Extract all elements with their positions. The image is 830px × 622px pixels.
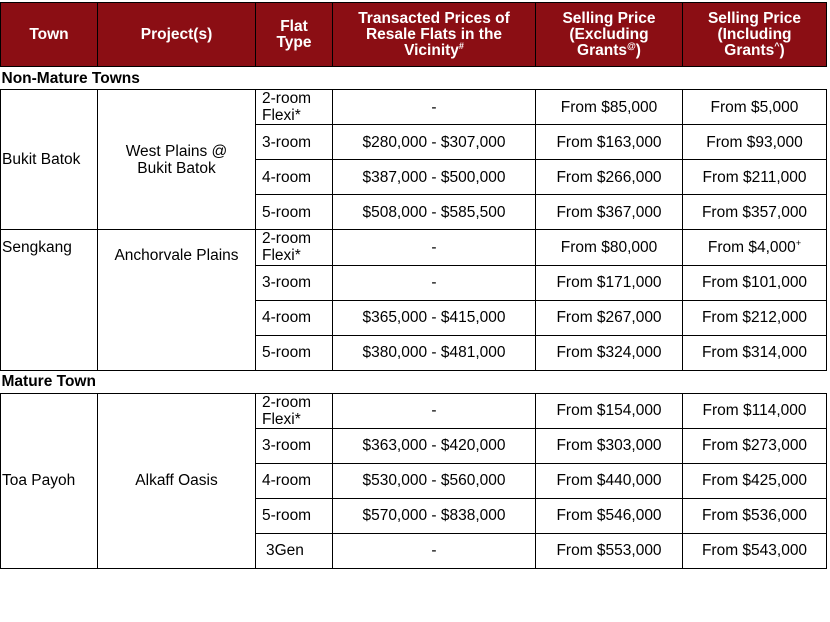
incl-cell: From $212,000 <box>683 300 827 335</box>
transacted-cell: $280,000 - $307,000 <box>333 125 536 160</box>
flat-type-cell: 3-room <box>256 428 333 463</box>
town-cell: Sengkang <box>1 230 98 266</box>
header-transacted-prices: Transacted Prices of Resale Flats in the Vicinity# <box>333 3 536 67</box>
excl-cell: From $85,000 <box>536 90 683 125</box>
excl-cell: From $163,000 <box>536 125 683 160</box>
town-cell-empty <box>1 265 98 370</box>
header-town: Town <box>1 3 98 67</box>
header-selling-price-excluding: Selling Price (Excluding Grants@) <box>536 3 683 67</box>
flat-type-cell: 4-room <box>256 160 333 195</box>
flat-type-cell: 5-room <box>256 498 333 533</box>
flat-type-cell: 4-room <box>256 463 333 498</box>
excl-cell: From $324,000 <box>536 335 683 370</box>
table-row <box>1 265 827 300</box>
flat-type-cell: 3Gen <box>256 533 333 568</box>
flat-type-cell: 5-room <box>256 195 333 230</box>
excl-cell: From $154,000 <box>536 393 683 428</box>
project-cell: West Plains @ Bukit Batok <box>98 90 256 230</box>
excl-cell: From $546,000 <box>536 498 683 533</box>
transacted-cell: $387,000 - $500,000 <box>333 160 536 195</box>
section-mature: Mature Town <box>1 370 827 393</box>
header-flat-type: Flat Type <box>256 3 333 67</box>
flat-type-cell: 3-room <box>256 265 333 300</box>
flat-type-cell: 2-room Flexi* <box>256 393 333 428</box>
town-cell: Bukit Batok <box>1 90 98 230</box>
project-cell-empty <box>98 265 256 370</box>
project-cell: Anchorvale Plains <box>98 230 256 266</box>
excl-cell: From $367,000 <box>536 195 683 230</box>
incl-cell: From $93,000 <box>683 125 827 160</box>
incl-cell: From $5,000 <box>683 90 827 125</box>
transacted-cell: - <box>333 393 536 428</box>
transacted-cell: $530,000 - $560,000 <box>333 463 536 498</box>
excl-cell: From $553,000 <box>536 533 683 568</box>
incl-cell: From $211,000 <box>683 160 827 195</box>
flat-type-cell: 2-room Flexi* <box>256 90 333 125</box>
incl-cell: From $543,000 <box>683 533 827 568</box>
header-project: Project(s) <box>98 3 256 67</box>
table-row <box>1 90 827 125</box>
transacted-cell: $508,000 - $585,500 <box>333 195 536 230</box>
header-row <box>1 3 827 67</box>
incl-cell: From $314,000 <box>683 335 827 370</box>
incl-cell: From $114,000 <box>683 393 827 428</box>
incl-cell: From $425,000 <box>683 463 827 498</box>
flat-type-cell: 2-room Flexi* <box>256 230 333 266</box>
town-cell: Toa Payoh <box>1 393 98 568</box>
excl-cell: From $80,000 <box>536 230 683 266</box>
transacted-cell: $380,000 - $481,000 <box>333 335 536 370</box>
transacted-cell: - <box>333 230 536 266</box>
transacted-cell: $363,000 - $420,000 <box>333 428 536 463</box>
flat-type-cell: 5-room <box>256 335 333 370</box>
incl-cell: From $4,000+ <box>683 230 827 266</box>
excl-cell: From $440,000 <box>536 463 683 498</box>
project-cell: Alkaff Oasis <box>98 393 256 568</box>
transacted-cell: - <box>333 90 536 125</box>
table-row <box>1 393 827 428</box>
header-selling-price-including: Selling Price (Including Grants^) <box>683 3 827 67</box>
excl-cell: From $266,000 <box>536 160 683 195</box>
excl-cell: From $267,000 <box>536 300 683 335</box>
flat-type-cell: 4-room <box>256 300 333 335</box>
transacted-cell: $365,000 - $415,000 <box>333 300 536 335</box>
incl-cell: From $536,000 <box>683 498 827 533</box>
incl-cell: From $357,000 <box>683 195 827 230</box>
table-row <box>1 230 827 266</box>
section-non-mature: Non-Mature Towns <box>1 67 827 90</box>
section-row <box>1 67 827 90</box>
transacted-cell: - <box>333 265 536 300</box>
flat-price-table <box>0 2 827 569</box>
incl-cell: From $273,000 <box>683 428 827 463</box>
flat-type-cell: 3-room <box>256 125 333 160</box>
transacted-cell: - <box>333 533 536 568</box>
section-row <box>1 370 827 393</box>
excl-cell: From $171,000 <box>536 265 683 300</box>
transacted-cell: $570,000 - $838,000 <box>333 498 536 533</box>
incl-cell: From $101,000 <box>683 265 827 300</box>
excl-cell: From $303,000 <box>536 428 683 463</box>
